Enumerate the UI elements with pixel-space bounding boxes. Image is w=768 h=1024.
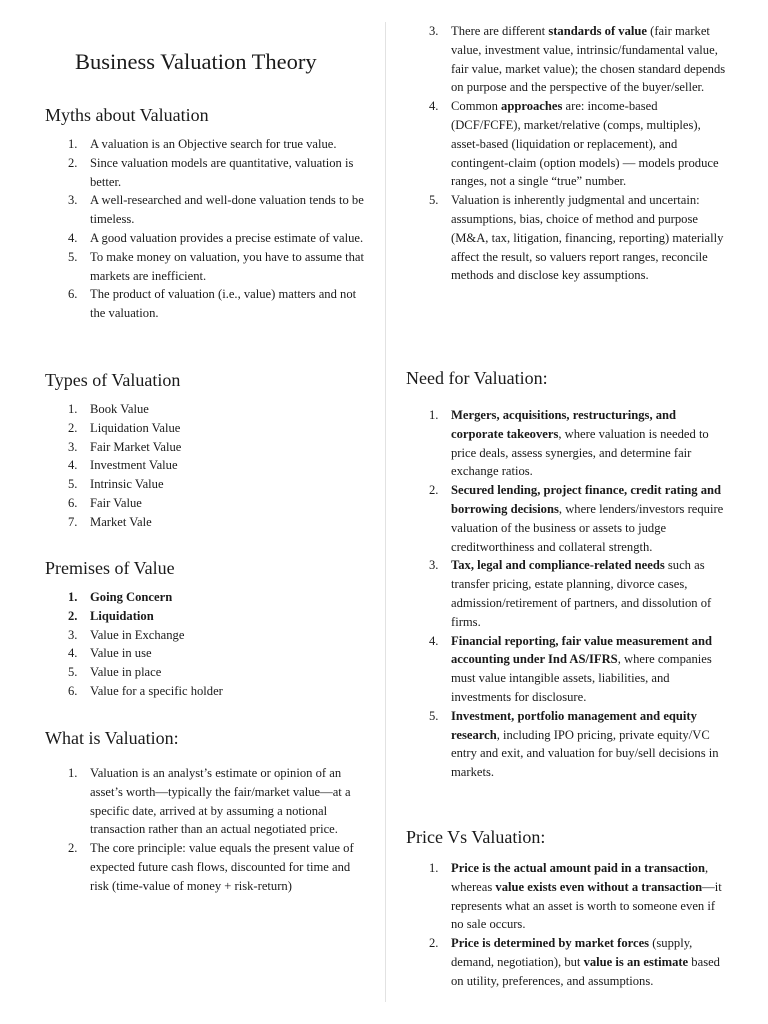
list-item (45, 588, 365, 607)
list-number: 1. (68, 402, 78, 416)
list-item (45, 626, 365, 645)
list-item-text: Secured lending, project finance, credit rating and borrowing decisions (451, 483, 722, 516)
section-types (45, 368, 365, 532)
list-number: 5. (429, 708, 439, 723)
list-item-text: —it represents what an asset is worth to someone even if no sale occurs. (451, 879, 722, 932)
numbered-list (406, 859, 726, 991)
section-premises (45, 556, 365, 701)
list-item-text: Going Concern (90, 590, 173, 604)
list-item-text: based on utility, preferences, and assumptions. (451, 954, 720, 988)
list-number: 3. (68, 627, 78, 642)
list-item-text: Common (451, 99, 502, 114)
list-item (45, 663, 365, 682)
list-item-text: are: income-based (DCF/FCFE), market/relative (comps, multiples), asset-based (liquidation or replacement), and contingent-claim (option models) — models produce ranges, not a single “true” number. (451, 99, 719, 189)
list-item (45, 513, 365, 532)
list-item (45, 438, 365, 457)
list-item-text: Fair Value (90, 495, 142, 510)
list-item-text: A good valuation provides a precise estimate of value. (90, 230, 364, 245)
list-number: 5. (429, 193, 439, 208)
list-item-text: Tax, legal and compliance-related needs (451, 558, 665, 573)
numbered-list (406, 406, 726, 782)
list-item (45, 191, 365, 229)
list-item-text: Mergers, acquisitions, restructurings, and corporate takeovers (451, 408, 677, 441)
list-item (45, 135, 365, 154)
list-number: 2. (68, 608, 78, 623)
list-item-text: , including IPO pricing, private equity/VC entry and exit, and valuation for buy/sell decisions in markets. (451, 727, 719, 780)
numbered-list (45, 135, 365, 323)
list-item-text: Investment Value (90, 458, 178, 473)
list-item-text: Market Vale (90, 514, 152, 529)
list-item-text: Value for a specific holder (90, 683, 223, 698)
list-item (45, 644, 365, 663)
list-item (45, 285, 365, 323)
list-item-text: Liquidation (90, 608, 154, 623)
list-item-text: The product of valuation (i.e., value) matters and not the valuation. (90, 287, 357, 321)
list-item-text: Intrinsic Value (90, 477, 164, 492)
list-item-text: The core principle: value equals the present value of expected future cash flows, discounted for time and risk (time-value of money + risk-return) (90, 841, 354, 893)
list-item-text: Investment, portfolio management and equity research (451, 708, 697, 742)
list-number: 2. (68, 155, 78, 170)
list-item-text: (supply, demand, negotiation), but (451, 936, 693, 969)
list-item-text: (fair market value, investment value, intrinsic/fundamental value, fair value, market value); the chosen standard depends on purpose and the perspective of the buyer/seller. (451, 24, 726, 95)
list-item (45, 607, 365, 626)
section-what-is-continued (406, 22, 726, 285)
list-item (406, 97, 726, 191)
list-number: 7. (68, 514, 78, 529)
list-item-text: Fair Market Value (90, 439, 182, 454)
list-item-text: Price is determined by market forces (451, 936, 650, 951)
list-item (406, 707, 726, 782)
list-item-text: Value in use (90, 646, 152, 661)
list-item (45, 229, 365, 248)
section-heading: Premises of Value (45, 558, 175, 578)
section-what-is (45, 726, 365, 896)
list-item-text: standards of value (548, 24, 647, 38)
list-number: 6. (68, 495, 78, 510)
list-item (45, 475, 365, 494)
list-number: 1. (68, 766, 78, 780)
list-number: 3. (68, 193, 78, 208)
list-number: 2. (429, 936, 439, 951)
list-item (406, 406, 726, 481)
list-number: 4. (68, 646, 78, 661)
section-heading: What is Valuation: (45, 728, 179, 748)
section-price-vs-value (406, 825, 726, 991)
list-item (45, 400, 365, 419)
list-item-text: Price is the actual amount paid in a transaction (451, 861, 705, 875)
list-item-text: value is an estimate (583, 954, 689, 969)
list-number: 3. (429, 558, 439, 573)
list-item-text: Liquidation Value (90, 420, 181, 435)
list-item-text: A valuation is an Objective search for true value. (90, 137, 337, 151)
list-item-text: Financial reporting, fair value measurement and accounting under Ind AS/IFRS (451, 633, 712, 667)
list-item-text: Valuation is an analyst’s estimate or opinion of an asset’s worth—typically the fair/market value—at a specific date, arrived at by assuming a notional transaction rather than an actual negotiated price. (90, 766, 351, 837)
list-number: 1. (68, 590, 78, 604)
list-item-text: Valuation is inherently judgmental and uncertain: assumptions, bias, choice of method and purpose (M&A, tax, litigation, financing, reporting) materially affect the result, so valuers report ranges, reconcile methods and disclose key assumptions. (451, 193, 724, 283)
list-item-text: To make money on valuation, you have to assume that markets are inefficient. (90, 249, 365, 283)
list-item (45, 839, 365, 895)
list-item-text: , where valuation is needed to price deals, assess synergies, and determine fair exchange ratios. (451, 426, 709, 479)
section-myths (45, 103, 365, 323)
list-item (406, 481, 726, 556)
list-number: 3. (429, 24, 439, 38)
list-number: 2. (68, 841, 78, 856)
list-item-text: , whereas (451, 861, 709, 894)
numbered-list (45, 588, 365, 701)
numbered-list (45, 400, 365, 532)
list-item-text: There are different (451, 24, 549, 38)
list-item (406, 859, 726, 934)
list-number: 2. (68, 420, 78, 435)
numbered-list (45, 764, 365, 896)
list-item (45, 764, 365, 839)
list-item-text: approaches (501, 99, 563, 114)
list-number: 1. (429, 861, 439, 875)
list-item (45, 154, 365, 192)
list-item (406, 934, 726, 990)
section-heading: Need for Valuation: (406, 368, 548, 388)
list-item (406, 191, 726, 285)
section-heading: Types of Valuation (45, 370, 181, 390)
list-number: 5. (68, 665, 78, 680)
list-number: 4. (429, 99, 439, 114)
list-number: 5. (68, 249, 78, 264)
section-heading: Myths about Valuation (45, 105, 209, 125)
list-number: 6. (68, 683, 78, 698)
list-item-text: , where companies must value intangible assets, liabilities, and investments for disclosure. (451, 652, 712, 704)
list-item (406, 22, 726, 97)
list-number: 1. (429, 408, 439, 422)
document-title: Business Valuation Theory (75, 49, 317, 74)
list-number: 1. (68, 137, 78, 151)
list-item-text: Book Value (90, 402, 149, 416)
list-item (45, 494, 365, 513)
list-item (45, 419, 365, 438)
list-item (406, 556, 726, 631)
section-heading: Price Vs Valuation: (406, 827, 546, 847)
list-item-text: such as transfer pricing, estate planning, divorce cases, admission/retirement of partners, and dissolution of firms. (451, 558, 712, 629)
column-divider (385, 22, 386, 1002)
list-item-text: Value in Exchange (90, 627, 185, 642)
list-item (406, 632, 726, 707)
list-item-text: Since valuation models are quantitative, valuation is better. (90, 155, 354, 189)
list-number: 4. (429, 633, 439, 648)
list-item-text: , where lenders/investors require valuation of the business or assets to judge creditworthiness and collateral strength. (451, 501, 724, 554)
list-number: 4. (68, 230, 78, 245)
list-number: 5. (68, 477, 78, 492)
list-number: 4. (68, 458, 78, 473)
list-item (45, 248, 365, 286)
numbered-list (406, 22, 726, 285)
list-number: 3. (68, 439, 78, 454)
list-number: 6. (68, 287, 78, 302)
section-need (406, 366, 726, 782)
list-item-text: Value in place (90, 665, 162, 680)
list-item-text: A well-researched and well-done valuation tends to be timeless. (90, 193, 364, 227)
list-item-text: value exists even without a transaction (495, 879, 703, 894)
list-item (45, 456, 365, 475)
list-number: 2. (429, 483, 439, 498)
list-item (45, 682, 365, 701)
